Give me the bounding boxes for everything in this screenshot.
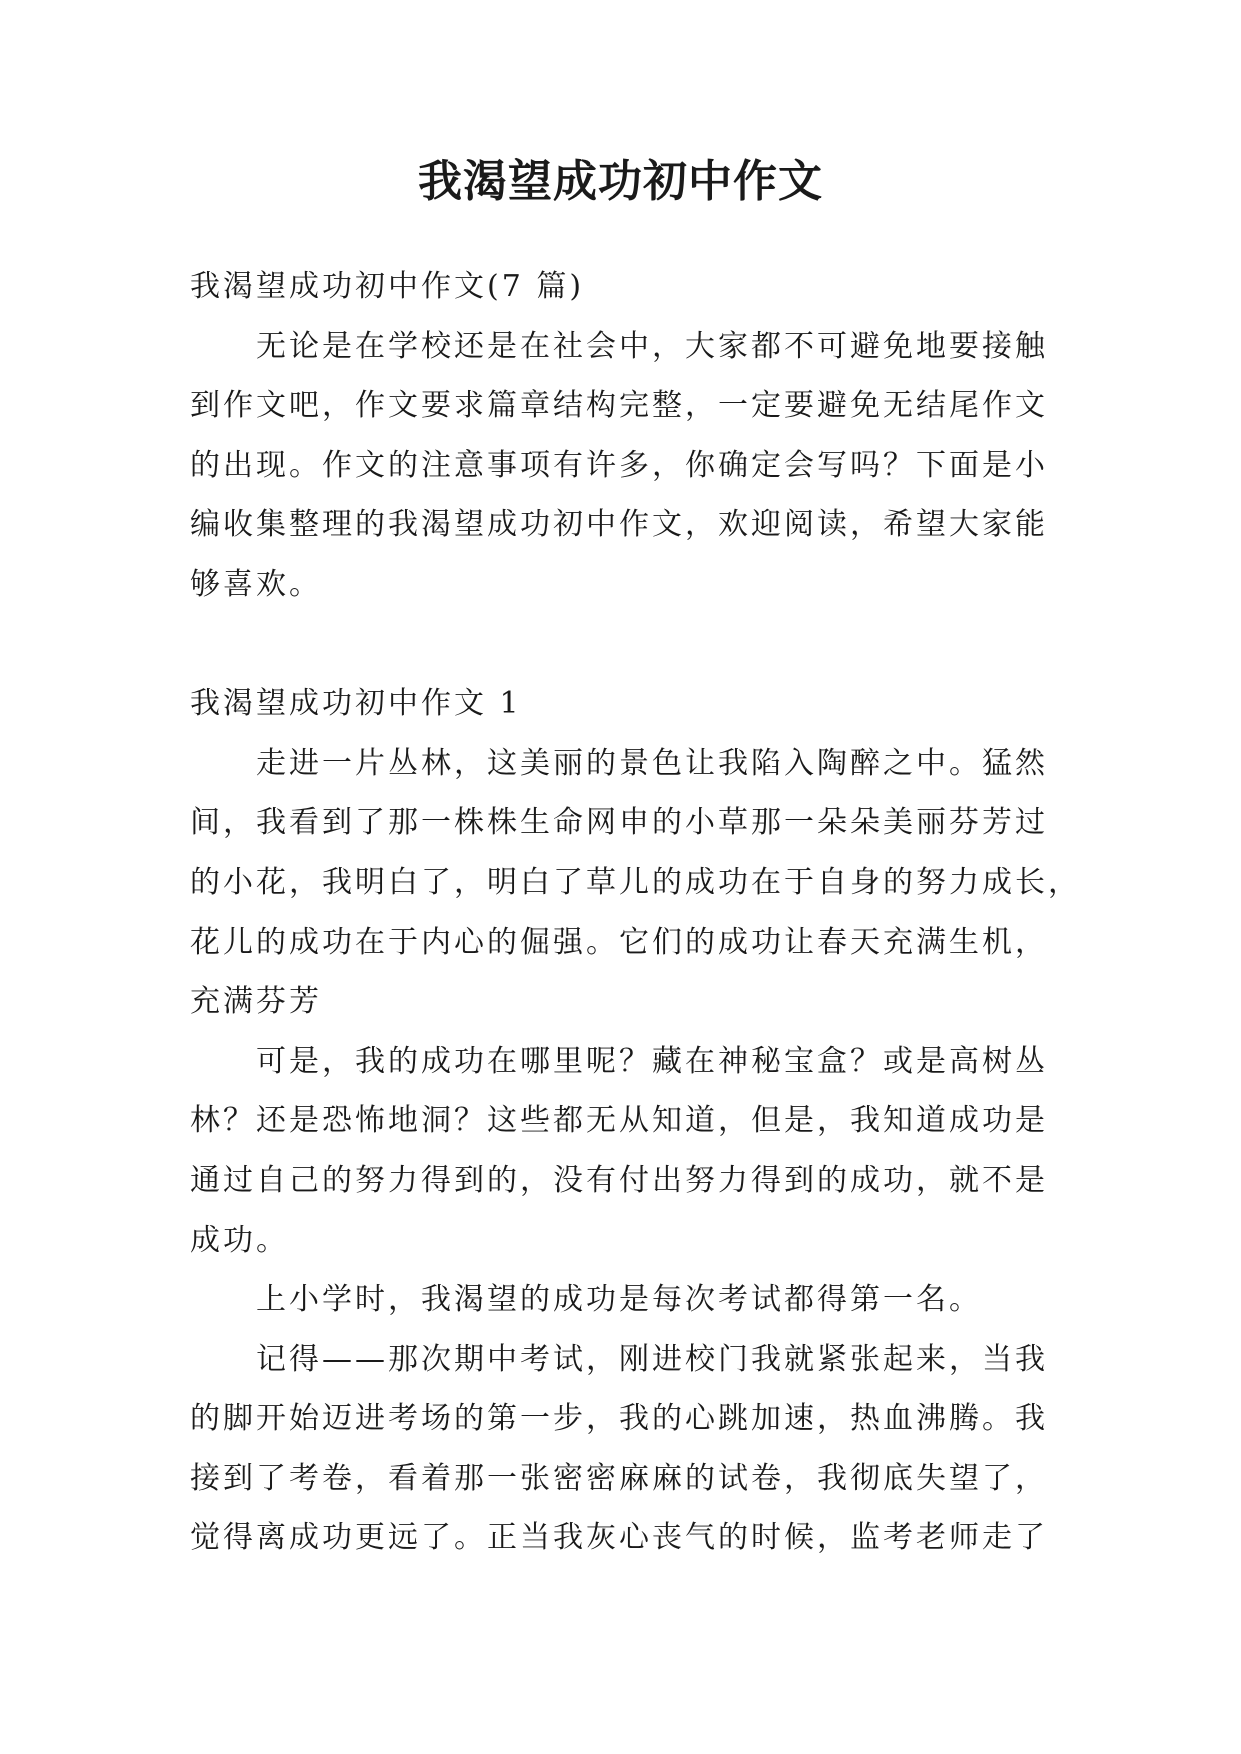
text-line: 编收集整理的我渴望成功初中作文，欢迎阅读，希望大家能 bbox=[190, 507, 1048, 543]
text-line: 花儿的成功在于内心的倔强。它们的成功让春天充满生机， bbox=[190, 924, 1048, 960]
text-line: 间，我看到了那一株株生命网申的小草那一朵朵美丽芬芳过 bbox=[190, 805, 1048, 841]
text-line: 的小花，我明白了，明白了草儿的成功在于自身的努力成长， bbox=[190, 864, 1081, 900]
text-line: 我渴望成功初中作文 1 bbox=[190, 686, 522, 722]
text-line: 记得——那次期中考试，刚进校门我就紧张起来，当我 bbox=[256, 1341, 1048, 1377]
document-body bbox=[190, 257, 1081, 1568]
text-line: 够喜欢。 bbox=[190, 566, 322, 602]
blank-line bbox=[190, 615, 1070, 675]
text-line: 通过自己的努力得到的，没有付出努力得到的成功，就不是 bbox=[190, 1162, 1048, 1198]
text-line: 到作文吧，作文要求篇章结构完整，一定要避免无结尾作文 bbox=[190, 388, 1048, 424]
text-line: 的出现。作文的注意事项有许多，你确定会写吗？下面是小 bbox=[190, 447, 1048, 483]
text-line: 可是，我的成功在哪里呢？藏在神秘宝盒？或是高树丛 bbox=[256, 1043, 1048, 1079]
text-line: 觉得离成功更远了。正当我灰心丧气的时候，监考老师走了 bbox=[190, 1520, 1048, 1556]
text-line: 我渴望成功初中作文(7 篇) bbox=[190, 269, 585, 304]
text-line: 的脚开始迈进考场的第一步，我的心跳加速，热血沸腾。我 bbox=[190, 1401, 1048, 1437]
text-line: 接到了考卷，看着那一张密密麻麻的试卷，我彻底失望了， bbox=[190, 1460, 1048, 1496]
text-line: 走进一片丛林，这美丽的景色让我陷入陶醉之中。猛然 bbox=[256, 745, 1048, 781]
text-line: 成功。 bbox=[190, 1222, 289, 1258]
text-line: 充满芬芳 bbox=[190, 984, 322, 1020]
text-line: 上小学时，我渴望的成功是每次考试都得第一名。 bbox=[256, 1282, 982, 1318]
text-line: 林？还是恐怖地洞？这些都无从知道，但是，我知道成功是 bbox=[190, 1103, 1048, 1139]
text-line: 无论是在学校还是在社会中，大家都不可避免地要接触 bbox=[256, 328, 1048, 364]
document-title: 我渴望成功初中作文 bbox=[418, 156, 823, 207]
